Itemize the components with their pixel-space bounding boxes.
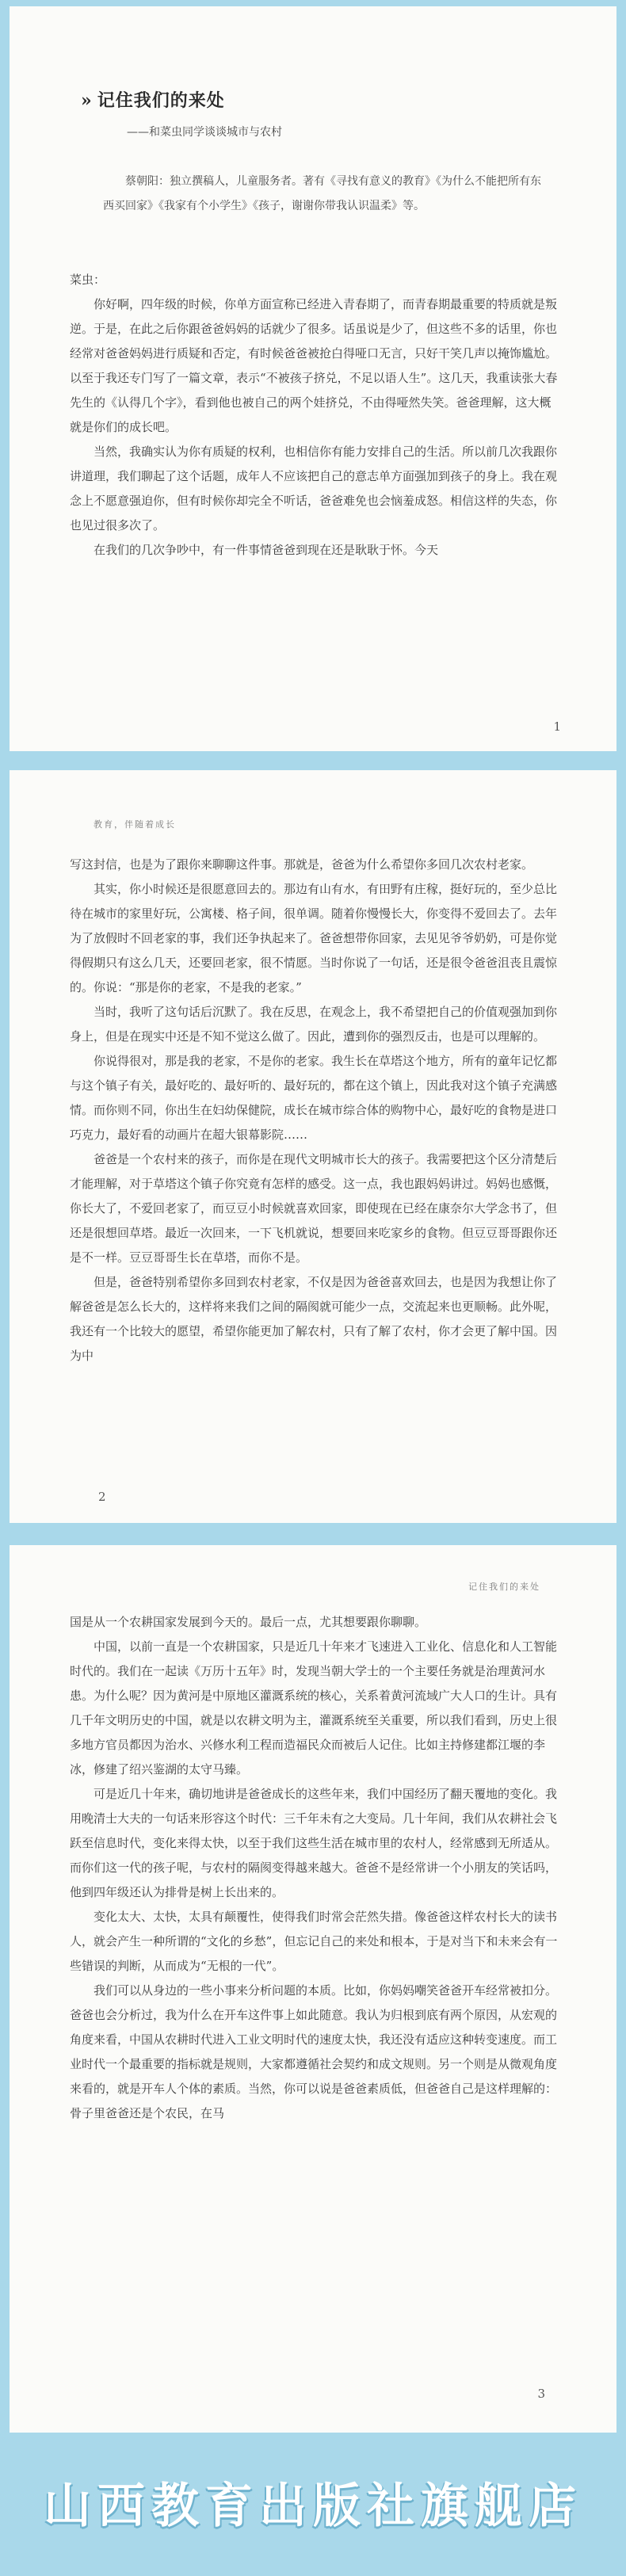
- page-number: 2: [98, 1490, 106, 1504]
- paragraph: 当然，我确实认为你有质疑的权利，也相信你有能力安排自己的生活。所以前几次我跟你讲道理，我们聊起了这个话题，成年人不应该把自己的意志单方面强加到孩子的身上。我在观念上不愿意强迫你，但有时候你却完全不听话，爸爸难免也会恼羞成怒。相信这样的失态，你也见过很多次了。: [70, 445, 558, 532]
- paragraph: 在我们的几次争吵中，有一件事情爸爸到现在还是耿耿于怀。今天: [94, 543, 439, 557]
- chapter-heading: [81, 87, 225, 112]
- author-intro: 蔡朝阳：独立撰稿人，儿童服务者。著有《寻找有意义的教育》《为什么不能把所有东西买回家》《我家有个小学生》《孩子，谢谢你带我认识温柔》等。: [103, 175, 541, 212]
- paragraph: 你好啊，四年级的时候，你单方面宣称已经进入青春期了，而青春期最重要的特质就是叛逆。于是，在此之后你跟爸爸妈妈的话就少了很多。话虽说是少了，但这些不多的话里，你也经常对爸爸妈妈进行质疑和否定，有时候爸爸被抢白得哑口无言，只好干笑几声以掩饰尴尬。以至于我还专门写了一篇文章，表示“不被孩子挤兑，不足以语人生”。这几天，我重读张大春先生的《认得几个字》，看到他也被自己的两个娃挤兑，不由得哑然失笑。爸爸理解，这大概就是你们的成长吧。: [70, 297, 558, 434]
- book-page-3: [10, 1545, 616, 2433]
- chapter-subtitle: ——和菜虫同学谈谈城市与农村: [127, 126, 282, 139]
- paragraph: 国是从一个农耕国家发展到今天的。最后一点，尤其想要跟你聊聊。: [70, 1615, 427, 1629]
- running-head: 记住我们的来处: [468, 1582, 540, 1592]
- paragraph: 但是，爸爸特别希望你多回到农村老家，不仅是因为爸爸喜欢回去，也是因为我想让你了解爸爸是怎么长大的，这样将来我们之间的隔阂就可能少一点，交流起来也更顺畅。此外呢，我还有一个比较大的愿望，希望你能更加了解农村，只有了解了农村，你才会更了解中国。因为中: [70, 1275, 558, 1363]
- store-banner-text: 山西教育出版社旗舰店: [44, 2478, 582, 2534]
- running-head: 教育，伴随着成长: [94, 819, 176, 830]
- page-number: 3: [537, 2387, 545, 2401]
- chapter-title: » 记住我们的来处: [81, 90, 225, 111]
- page-number: 1: [553, 719, 561, 734]
- paragraph: 爸爸是一个农村来的孩子，而你是在现代文明城市长大的孩子。我需要把这个区分清楚后才能理解，对于草塔这个镇子你究竟有怎样的感受。这一点，我也跟妈妈讲过。妈妈也感慨，你长大了，不爱回老家了，而豆豆小时候就喜欢回家，即使现在已经在康奈尔大学念书了，但还是很想回草塔。最近一次回来，一下飞机就说，想要回来吃家乡的食物。但豆豆哥哥跟你还是不一样。豆豆哥哥生长在草塔，而你不是。: [70, 1152, 558, 1265]
- paragraph: 当时，我听了这句话后沉默了。我在反思，在观念上，我不希望把自己的价值观强加到你身上，但是在现实中还是不知不觉这么做了。因此，遭到你的强烈反击，也是可以理解的。: [70, 1005, 558, 1044]
- book-page-2: [10, 770, 616, 1523]
- book-page-1: [10, 6, 616, 751]
- body-text: [70, 268, 558, 563]
- paragraph: 变化太大、太快，太具有颠覆性，使得我们时常会茫然失措。像爸爸这样农村长大的读书人，就会产生一种所谓的“文化的乡愁”，但忘记自己的来处和根本，于是对当下和未来会有一些错误的判断，从而成为“无根的一代”。: [70, 1910, 558, 1973]
- body-text: [70, 1610, 558, 2126]
- paragraph: 你说得很对，那是我的老家，不是你的老家。我生长在草塔这个地方，所有的童年记忆都与这个镇子有关，最好吃的、最好听的、最好玩的，都在这个镇上，因此我对这个镇子充满感情。而你则不同，你出生在妇幼保健院，成长在城市综合体的购物中心，最好吃的食物是进口巧克力，最好看的动画片在超大银幕影院……: [70, 1054, 558, 1142]
- chapter-marker-icon: »: [81, 90, 90, 111]
- paragraph: 可是近几十年来，确切地讲是爸爸成长的这些年来，我们中国经历了翻天覆地的变化。我用晚清士大夫的一句话来形容这个时代：三千年未有之大变局。几十年间，我们从农耕社会飞跃至信息时代，变化来得太快，以至于我们这些生活在城市里的农村人，经常感到无所适从。而你们这一代的孩子呢，与农村的隔阂变得越来越大。爸爸不是经常讲一个小朋友的笑话吗，他到四年级还认为排骨是树上长出来的。: [70, 1787, 558, 1899]
- paragraph: 其实，你小时候还是很愿意回去的。那边有山有水，有田野有庄稼，挺好玩的，至少总比待在城市的家里好玩，公寓楼、格子间，很单调。随着你慢慢长大，你变得不爱回去了。去年为了放假时不回老家的事，我们还争执起来了。爸爸想带你回家，去见见爷爷奶奶，可是你觉得假期只有这么几天，还要回老家，很不情愿。当时你说了一句话，还是很令爸爸沮丧且震惊的。你说：“那是你的老家，不是我的老家。”: [70, 882, 558, 994]
- store-banner: [0, 2452, 626, 2551]
- paragraph: 写这封信，也是为了跟你来聊聊这件事。那就是，爸爸为什么希望你多回几次农村老家。: [70, 857, 534, 872]
- body-text: [70, 853, 558, 1368]
- paragraph: 我们可以从身边的一些小事来分析问题的本质。比如，你妈妈嘲笑爸爸开车经常被扣分。爸爸也会分析过，我为什么在开车这件事上如此随意。我认为归根到底有两个原因，从宏观的角度来看，中国从农耕时代进入工业文明时代的速度太快，我还没有适应这种转变速度。而工业时代一个最重要的指标就是规则，大家都遵循社会契约和成文规则。另一个则是从微观角度来看的，就是开车人个体的素质。当然，你可以说是爸爸素质低，但爸爸自己是这样理解的：骨子里爸爸还是个农民，在马: [70, 1983, 558, 2120]
- paragraph: 中国，以前一直是一个农耕国家，只是近几十年来才飞速进入工业化、信息化和人工智能时代的。我们在一起读《万历十五年》时，发现当朝大学士的一个主要任务就是治理黄河水患。为什么呢？因为黄河是中原地区灌溉系统的核心，关系着黄河流域广大人口的生计。具有几千年文明历史的中国，就是以农耕文明为主，灌溉系统至关重要，所以我们看到，历史上很多地方官员都因为治水、兴修水利工程而造福民众而被后人记住。比如主持修建都江堰的李冰，修建了绍兴鉴湖的太守马臻。: [70, 1639, 558, 1776]
- salutation: 菜虫：: [70, 273, 106, 287]
